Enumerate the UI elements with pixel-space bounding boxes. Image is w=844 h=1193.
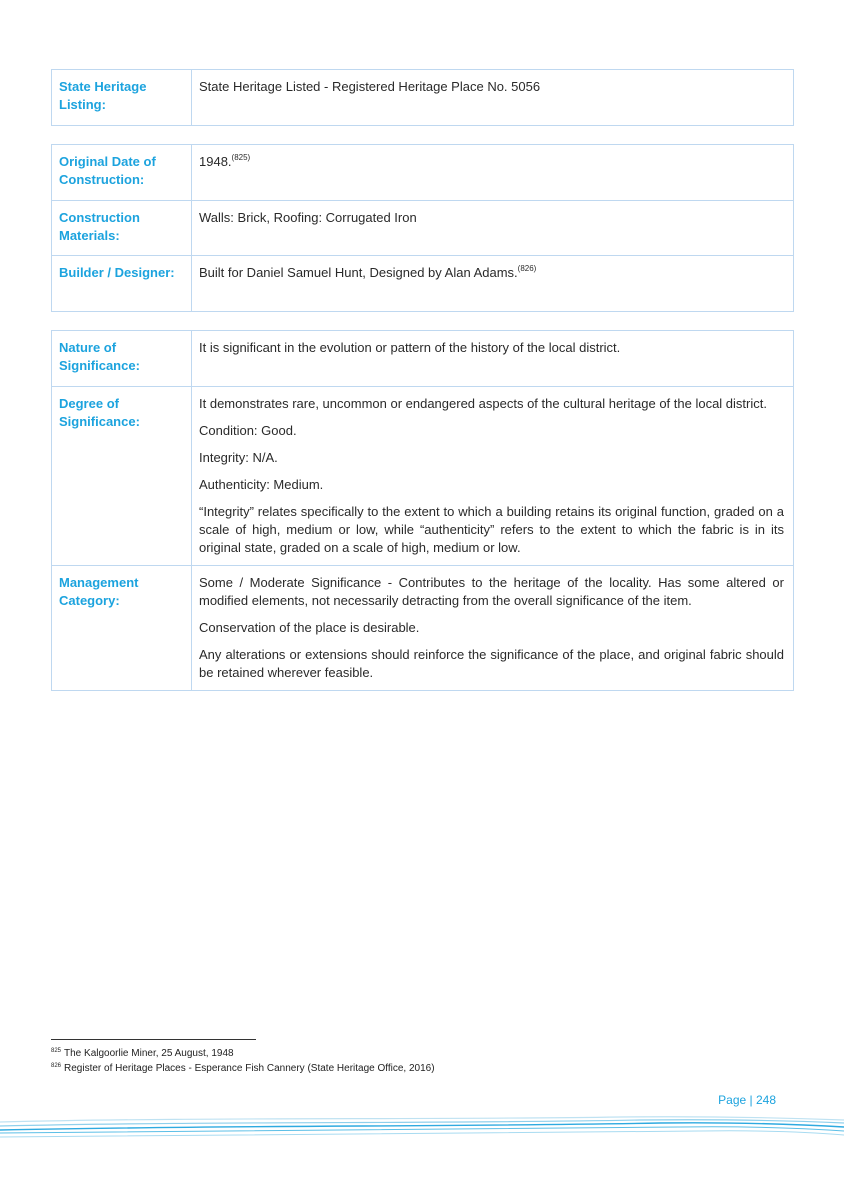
footnote-number: 826	[51, 1063, 62, 1069]
footnote-divider	[51, 1039, 256, 1040]
footnote-ref-825: (825)	[231, 153, 251, 162]
decorative-wave-lines	[0, 1108, 844, 1148]
footnote-ref-826: (826)	[517, 264, 537, 273]
footnote-826	[51, 1063, 435, 1075]
construction-materials-label: Construction Materials:	[52, 201, 192, 256]
management-paragraph: Any alterations or extensions should reinforce the significance of the place, and original fabric should be retained wherever feasible.	[199, 647, 784, 680]
original-date-value	[192, 145, 794, 201]
page-number: Page | 248	[718, 1093, 776, 1107]
table-row	[52, 70, 794, 126]
degree-paragraph: Condition: Good.	[199, 423, 297, 438]
footnote-825	[51, 1048, 234, 1060]
nature-of-significance-value: It is significant in the evolution or pattern of the history of the local district.	[192, 331, 794, 387]
builder-designer-text: Built for Daniel Samuel Hunt, Designed by Alan Adams.	[199, 265, 518, 280]
construction-table	[51, 144, 794, 312]
builder-designer-label: Builder / Designer:	[52, 256, 192, 312]
original-date-text: 1948.	[199, 154, 232, 169]
nature-of-significance-label: Nature of Significance:	[52, 331, 192, 387]
degree-of-significance-label: Degree of Significance:	[52, 387, 192, 566]
degree-paragraph: Authenticity: Medium.	[199, 477, 324, 492]
table-row	[52, 566, 794, 691]
footnote-number: 825	[51, 1048, 62, 1054]
table-row	[52, 201, 794, 256]
table-row	[52, 145, 794, 201]
management-paragraph: Conservation of the place is desirable.	[199, 620, 420, 635]
builder-designer-value	[192, 256, 794, 312]
original-date-label: Original Date of Construction:	[52, 145, 192, 201]
management-category-label: Management Category:	[52, 566, 192, 691]
state-heritage-table	[51, 69, 794, 126]
footnote-text: The Kalgoorlie Miner, 25 August, 1948	[64, 1048, 234, 1059]
footnote-text: Register of Heritage Places - Esperance Fish Cannery (State Heritage Office, 2016)	[64, 1063, 435, 1074]
table-row	[52, 387, 794, 566]
state-heritage-listing-value: State Heritage Listed - Registered Heritage Place No. 5056	[192, 70, 794, 126]
degree-paragraph: “Integrity” relates specifically to the extent to which a building retains its original function, graded on a scale of high, medium or low, while “authenticity” refers to the extent to which the fabric is in its original state, graded on a scale of high, medium or low.	[199, 504, 784, 555]
degree-paragraph: Integrity: N/A.	[199, 450, 278, 465]
degree-paragraph: It demonstrates rare, uncommon or endangered aspects of the cultural heritage of the local district.	[199, 396, 767, 411]
table-row	[52, 256, 794, 312]
state-heritage-listing-label: State Heritage Listing:	[52, 70, 192, 126]
management-category-value	[192, 566, 794, 691]
construction-materials-value: Walls: Brick, Roofing: Corrugated Iron	[192, 201, 794, 256]
management-paragraph: Some / Moderate Significance - Contributes to the heritage of the locality. Has some altered or modified elements, not necessarily detracting from the overall significance of the item.	[199, 575, 784, 608]
degree-of-significance-value	[192, 387, 794, 566]
significance-table	[51, 330, 794, 691]
table-row	[52, 331, 794, 387]
